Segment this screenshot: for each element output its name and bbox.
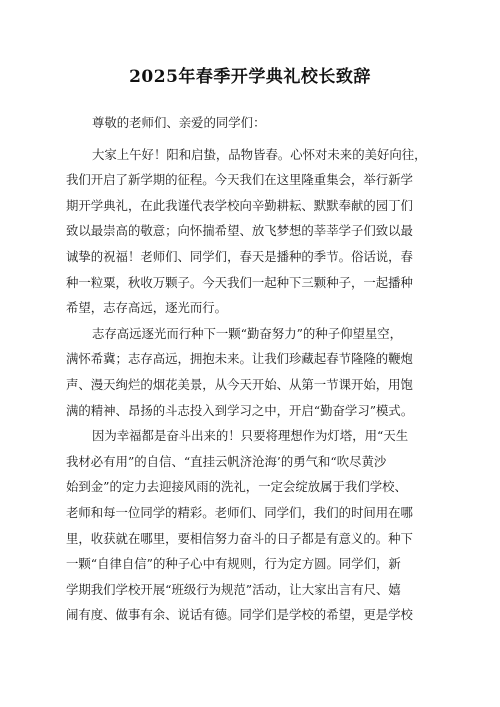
paragraph-line: 声、漫天绚烂的烟花美景，从今天开始、从第一节课开始，用饱	[66, 376, 413, 392]
paragraph-line: 学期我们学校开展“班级行为规范”活动，让大家出言有尺、嬉	[66, 581, 401, 597]
paragraph-line: 希望，志存高远，逐光而行。	[66, 300, 228, 316]
paragraph-line: 期开学典礼，在此我谨代表学校向辛勤耕耘、默默奉献的园丁们	[66, 197, 413, 213]
paragraph-line: 闹有度、做事有余、说话有德。同学们是学校的希望，更是学校	[66, 607, 413, 623]
paragraph-line: 诚挚的祝福！老师们、同学们，春天是播种的季节。俗话说，春	[66, 248, 413, 264]
paragraph-line: 种一粒粟，秋收万颗子。今天我们一起种下三颗种子，一起播种	[66, 274, 413, 290]
salutation: 尊敬的老师们、亲爱的同学们：	[92, 115, 266, 130]
page-title: 2025年春季开学典礼校长致辞	[129, 67, 371, 87]
paragraph-line: 里，收获就在哪里，要相信努力奋斗的日子都是有意义的。种下	[66, 530, 413, 546]
paragraph-3	[66, 423, 438, 628]
paragraph-line: 满的精神、昂扬的斗志投入到学习之中，开启“勤奋学习”模式。	[66, 402, 414, 418]
paragraph-line: 始到金”的定力去迎接风雨的洗礼，一定会绽放属于我们学校、	[66, 479, 407, 495]
paragraph-line: 满怀希冀；志存高远，拥抱未来。让我们珍藏起春节隆隆的鞭炮	[66, 351, 413, 367]
paragraph-line: 致以最崇高的敬意；向怀揣希望、放飞梦想的莘莘学子们致以最	[66, 223, 413, 239]
paragraph-line: 我材必有用”的自信、“直挂云帆济沧海’的勇气和“吹尽黄沙	[66, 453, 387, 469]
paragraph-line: 志存高远逐光而行种下一颗“勤奋努力”的种子仰望星空，	[92, 325, 403, 341]
document-body	[66, 110, 438, 628]
paragraph-line: 一颗“自律自信”的种子心中有规则，行为定方圆。同学们，新	[66, 556, 401, 572]
paragraph-line: 大家上午好！阳和启蛰，品物皆春。心怀对未来的美好向往，	[92, 146, 427, 162]
paragraph-line: 老师和每一位同学的精彩。老师们、同学们，我们的时间用在哪	[66, 504, 413, 520]
paragraph-line: 我们开启了新学期的征程。今天我们在这里隆重集会，举行新学	[66, 172, 413, 188]
paragraph-1	[66, 142, 438, 321]
paragraph-2	[66, 321, 438, 423]
paragraph-line: 因为幸福都是奋斗出来的！只要将理想作为灯塔，用“天生	[92, 428, 409, 444]
